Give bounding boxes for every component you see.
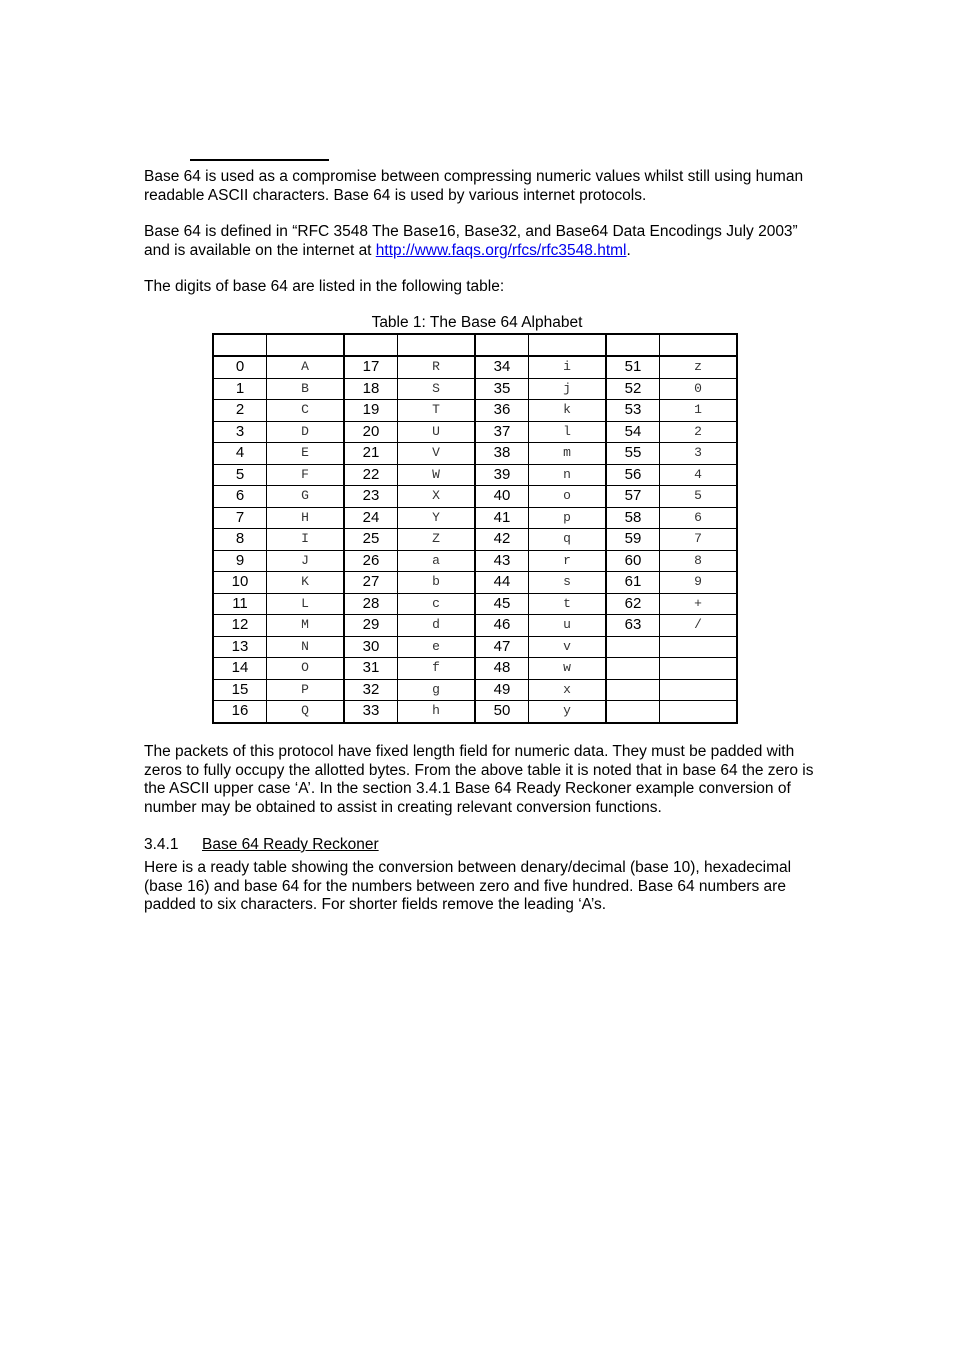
value-cell: 52	[606, 378, 660, 400]
value-cell: 51	[606, 356, 660, 378]
table-row	[213, 486, 737, 508]
digit-cell: d	[398, 615, 476, 637]
value-cell: 29	[344, 615, 398, 637]
header-cell	[398, 334, 476, 356]
digit-cell	[660, 636, 738, 658]
value-cell: 49	[475, 679, 529, 701]
rfc-reference-end: .	[626, 241, 631, 259]
value-cell: 48	[475, 658, 529, 680]
value-cell: 23	[344, 486, 398, 508]
header-cell	[529, 334, 607, 356]
value-cell: 25	[344, 529, 398, 551]
digit-cell: c	[398, 593, 476, 615]
digit-cell: D	[267, 421, 345, 443]
digit-cell: F	[267, 464, 345, 486]
value-cell: 13	[213, 636, 267, 658]
digit-cell: 1	[660, 400, 738, 422]
value-cell: 56	[606, 464, 660, 486]
digit-cell	[660, 679, 738, 701]
value-cell: 1	[213, 378, 267, 400]
digit-cell: o	[529, 486, 607, 508]
value-cell: 54	[606, 421, 660, 443]
intro-paragraph-1: Base 64 is used as a compromise between compressing numeric values whilst still using human readable ASCII characters. Base 64 is used by various internet protocols.	[144, 168, 804, 204]
header-cell	[660, 334, 738, 356]
table-row	[213, 443, 737, 465]
header-cell	[267, 334, 345, 356]
intro-paragraph-2	[144, 223, 824, 260]
value-cell: 36	[475, 400, 529, 422]
table-row	[213, 615, 737, 637]
header-cell	[344, 334, 398, 356]
value-cell: 27	[344, 572, 398, 594]
value-cell: 57	[606, 486, 660, 508]
digit-cell: m	[529, 443, 607, 465]
value-cell: 4	[213, 443, 267, 465]
digit-cell: L	[267, 593, 345, 615]
digit-cell: f	[398, 658, 476, 680]
digit-cell: X	[398, 486, 476, 508]
value-cell: 20	[344, 421, 398, 443]
digit-cell: e	[398, 636, 476, 658]
value-cell: 0	[213, 356, 267, 378]
value-cell: 28	[344, 593, 398, 615]
header-cell	[606, 334, 660, 356]
table-row	[213, 679, 737, 701]
base64-alphabet-table	[212, 333, 738, 724]
digit-cell: g	[398, 679, 476, 701]
value-cell: 15	[213, 679, 267, 701]
value-cell: 30	[344, 636, 398, 658]
value-cell: 26	[344, 550, 398, 572]
intro-paragraph-3: The digits of base 64 are listed in the following table:	[144, 278, 505, 295]
value-cell: 31	[344, 658, 398, 680]
digit-cell: y	[529, 701, 607, 723]
digit-cell: 5	[660, 486, 738, 508]
section-paragraph: Here is a ready table showing the conversion between denary/decimal (base 10), hexadecimal (base 16) and base 64 for the numbers between zero and five hundred. Base 64 numbers are padded to six characters. For shorter fields remove the leading ‘A’s.	[144, 859, 792, 913]
digit-cell: W	[398, 464, 476, 486]
table-row	[213, 400, 737, 422]
value-cell: 6	[213, 486, 267, 508]
value-cell: 43	[475, 550, 529, 572]
digit-cell: 6	[660, 507, 738, 529]
digit-cell: C	[267, 400, 345, 422]
digit-cell: Z	[398, 529, 476, 551]
value-cell: 10	[213, 572, 267, 594]
digit-cell: I	[267, 529, 345, 551]
digit-cell: j	[529, 378, 607, 400]
digit-cell: M	[267, 615, 345, 637]
digit-cell: S	[398, 378, 476, 400]
digit-cell	[660, 658, 738, 680]
table-row	[213, 593, 737, 615]
digit-cell: R	[398, 356, 476, 378]
value-cell	[606, 636, 660, 658]
table-row	[213, 356, 737, 378]
value-cell: 18	[344, 378, 398, 400]
digit-cell: B	[267, 378, 345, 400]
value-cell: 2	[213, 400, 267, 422]
digit-cell: q	[529, 529, 607, 551]
value-cell: 38	[475, 443, 529, 465]
padding-paragraph: The packets of this protocol have fixed length field for numeric data. They must be padded with zeros to fully occupy the allotted bytes. From the above table it is noted that in base 64 the zero is the ASCII upper case ‘A’. In the section 3.4.1 Base 64 Ready Reckoner example conversion of number may be obtained to assist in creating relevant conversion functions.	[144, 743, 814, 816]
digit-cell: J	[267, 550, 345, 572]
digit-cell: i	[529, 356, 607, 378]
value-cell: 53	[606, 400, 660, 422]
table-row	[213, 658, 737, 680]
section-title: Base 64 Ready Reckoner	[202, 836, 379, 853]
digit-cell: P	[267, 679, 345, 701]
digit-cell: 9	[660, 572, 738, 594]
value-cell: 33	[344, 701, 398, 723]
rfc-link[interactable]: http://www.faqs.org/rfcs/rfc3548.html	[375, 241, 627, 259]
table-row	[213, 572, 737, 594]
digit-cell: w	[529, 658, 607, 680]
value-cell: 45	[475, 593, 529, 615]
value-cell: 8	[213, 529, 267, 551]
digit-cell: x	[529, 679, 607, 701]
digit-cell: 0	[660, 378, 738, 400]
value-cell: 9	[213, 550, 267, 572]
digit-cell: /	[660, 615, 738, 637]
value-cell: 39	[475, 464, 529, 486]
value-cell: 32	[344, 679, 398, 701]
digit-cell: K	[267, 572, 345, 594]
digit-cell: 7	[660, 529, 738, 551]
value-cell: 46	[475, 615, 529, 637]
value-cell: 60	[606, 550, 660, 572]
value-cell: 50	[475, 701, 529, 723]
table-row	[213, 701, 737, 723]
digit-cell: r	[529, 550, 607, 572]
section-number: 3.4.1	[144, 836, 179, 853]
table-row	[213, 550, 737, 572]
value-cell: 17	[344, 356, 398, 378]
value-cell: 58	[606, 507, 660, 529]
digit-cell: 4	[660, 464, 738, 486]
value-cell: 61	[606, 572, 660, 594]
rfc-reference-text: Base 64 is defined in “RFC 3548 The Base16, Base32, and Base64 Data Encodings July 2003” and is available on the internet at	[144, 223, 798, 259]
value-cell: 21	[344, 443, 398, 465]
digit-cell	[660, 701, 738, 723]
digit-cell: u	[529, 615, 607, 637]
digit-cell: 2	[660, 421, 738, 443]
digit-cell: k	[529, 400, 607, 422]
digit-cell: 3	[660, 443, 738, 465]
digit-cell: v	[529, 636, 607, 658]
value-cell: 37	[475, 421, 529, 443]
table-row	[213, 507, 737, 529]
value-cell: 22	[344, 464, 398, 486]
digit-cell: p	[529, 507, 607, 529]
table-row	[213, 378, 737, 400]
table-row	[213, 636, 737, 658]
value-cell	[606, 679, 660, 701]
digit-cell: Y	[398, 507, 476, 529]
digit-cell: l	[529, 421, 607, 443]
digit-cell: N	[267, 636, 345, 658]
digit-cell: s	[529, 572, 607, 594]
digit-cell: O	[267, 658, 345, 680]
value-cell: 62	[606, 593, 660, 615]
digit-cell: z	[660, 356, 738, 378]
digit-cell: E	[267, 443, 345, 465]
value-cell: 47	[475, 636, 529, 658]
digit-cell: A	[267, 356, 345, 378]
digit-cell: H	[267, 507, 345, 529]
digit-cell: b	[398, 572, 476, 594]
digit-cell: T	[398, 400, 476, 422]
value-cell: 16	[213, 701, 267, 723]
value-cell: 12	[213, 615, 267, 637]
digit-cell: a	[398, 550, 476, 572]
value-cell: 5	[213, 464, 267, 486]
digit-cell: V	[398, 443, 476, 465]
digit-cell: U	[398, 421, 476, 443]
table-row	[213, 464, 737, 486]
value-cell: 34	[475, 356, 529, 378]
value-cell: 59	[606, 529, 660, 551]
digit-cell: Q	[267, 701, 345, 723]
value-cell: 7	[213, 507, 267, 529]
value-cell	[606, 658, 660, 680]
value-cell: 63	[606, 615, 660, 637]
table-header-row	[213, 334, 737, 356]
value-cell: 24	[344, 507, 398, 529]
value-cell: 3	[213, 421, 267, 443]
digit-cell: G	[267, 486, 345, 508]
value-cell: 11	[213, 593, 267, 615]
digit-cell: n	[529, 464, 607, 486]
header-cell	[475, 334, 529, 356]
header-cell	[213, 334, 267, 356]
digit-cell: t	[529, 593, 607, 615]
digit-cell: 8	[660, 550, 738, 572]
value-cell: 41	[475, 507, 529, 529]
digit-cell: +	[660, 593, 738, 615]
value-cell: 44	[475, 572, 529, 594]
digit-cell: h	[398, 701, 476, 723]
value-cell: 14	[213, 658, 267, 680]
value-cell: 19	[344, 400, 398, 422]
value-cell: 55	[606, 443, 660, 465]
table-row	[213, 529, 737, 551]
header-rule	[190, 159, 329, 161]
value-cell: 40	[475, 486, 529, 508]
table-caption: Table 1: The Base 64 Alphabet	[371, 314, 583, 331]
value-cell: 42	[475, 529, 529, 551]
value-cell: 35	[475, 378, 529, 400]
table-row	[213, 421, 737, 443]
value-cell	[606, 701, 660, 723]
